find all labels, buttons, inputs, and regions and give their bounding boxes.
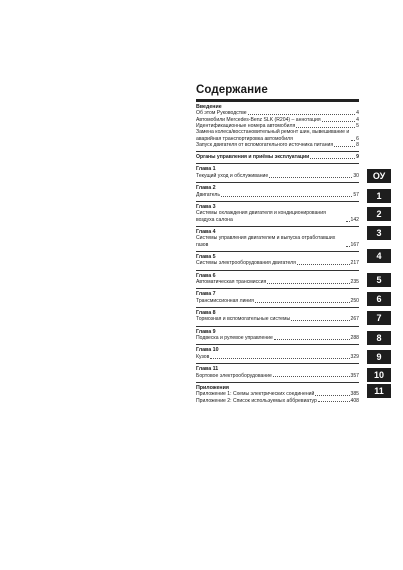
toc-entry-text: Запуск двигателя от вспомогательного источника питания [196,141,334,148]
section-heading: Глава 3 [196,203,216,210]
dot-leader [310,158,355,159]
toc-entry[interactable] [196,260,359,266]
toc-entry-page: 267 [350,316,359,323]
page-title: Содержание [196,84,268,96]
dot-leader [318,401,350,402]
dot-leader [269,177,352,178]
toc-entry-page: 329 [350,353,359,360]
toc-entry-page: 9 [356,154,359,161]
toc-entry-text: Кузов [196,353,210,360]
toc-entry[interactable] [196,316,359,322]
chapter-tab[interactable]: 10 [367,368,391,382]
section-intro [196,104,359,148]
toc-entry-text: Подвеска и рулевое управление [196,335,273,342]
toc-entry[interactable] [196,142,359,148]
toc-entry-text: Замена колеса/восстановительный ремонт шин, вывешивание и аварийная транспортировка автомобиля [196,129,350,142]
section-heading: Глава 4 [196,228,216,235]
chapter-tab[interactable]: ОУ [367,169,391,183]
section-chapter [196,204,359,223]
toc-entry[interactable] [196,154,359,160]
toc-entry-page: 30 [353,172,359,179]
title-rule [196,99,359,102]
section-heading: Глава 10 [196,347,219,354]
section-chapter [196,366,359,379]
toc-entry[interactable] [196,129,359,142]
dot-leader [351,140,355,141]
toc-entry-text: Системы электрооборудования двигателя [196,260,296,267]
toc-entry-page: 235 [350,279,359,285]
toc-entry-page: 6 [356,135,359,142]
toc-entry-page: 408 [350,397,359,404]
toc-entry[interactable] [196,279,359,285]
toc-entry[interactable] [196,354,359,360]
section-chapter [196,347,359,360]
section-divider [196,163,359,164]
chapter-tab[interactable]: 8 [367,331,391,345]
toc-entry-text: Органы управления и приёмы эксплуатации [196,154,310,161]
toc-entry[interactable] [196,210,359,223]
toc-entry[interactable] [196,398,359,404]
section-chapter [196,185,359,198]
toc-entry-text: Трансмиссионная линия [196,297,254,304]
toc-entry-page: 167 [350,241,359,248]
toc-entry-page: 4 [356,110,359,117]
section-divider [196,270,359,271]
dot-leader [297,264,350,265]
section-divider [196,251,359,252]
toc-entry-text: Приложение 2: Список используемых аббревиатур [196,397,317,404]
section-heading: Приложения [196,384,229,391]
section-heading: Глава 7 [196,291,216,298]
section-heading: Глава 11 [196,366,219,373]
dot-leader [273,376,350,377]
section-controls [196,154,359,160]
section-divider [196,363,359,364]
section-chapter [196,166,359,179]
toc-entry-text: Бортовое электрооборудование [196,372,272,379]
chapter-tab[interactable]: 7 [367,311,391,325]
section-chapter [196,291,359,304]
chapter-tab[interactable]: 5 [367,273,391,287]
toc-entry-text: Двигатель [196,191,221,198]
section-divider [196,151,359,152]
chapter-tab[interactable]: 2 [367,207,391,221]
section-heading: Глава 5 [196,253,216,260]
toc-entry-text: Текущий уход и обслуживание [196,172,269,179]
section-divider [196,344,359,345]
toc-entry-text: Системы охлаждения двигателя и кондиционирования воздуха салона [196,210,326,223]
toc-entry-page: 142 [350,216,359,223]
toc-entry-page: 385 [350,391,359,398]
section-chapter [196,329,359,342]
section-chapter [196,229,359,248]
section-divider [196,226,359,227]
section-divider [196,182,359,183]
section-divider [196,201,359,202]
section-divider [196,326,359,327]
toc-entry[interactable] [196,192,359,198]
toc-entry[interactable] [196,298,359,304]
chapter-tab[interactable]: 1 [367,189,391,203]
toc-entry-text: Идентификационные номера автомобиля [196,123,296,129]
section-chapter [196,254,359,267]
toc-entry[interactable] [196,335,359,341]
toc-entry-text: Автомобили Mercedes-Benz SLK (R204) – аннотация [196,116,321,123]
dot-leader [346,221,350,222]
dot-leader [267,283,349,284]
dot-leader [322,121,356,122]
toc-entry[interactable] [196,173,359,179]
section-heading: Глава 6 [196,272,216,279]
section-divider [196,288,359,289]
section-heading: Глава 1 [196,166,216,173]
section-divider [196,382,359,383]
section-heading: Глава 9 [196,328,216,335]
toc-entry-text: Тормозная и вспомогательные системы [196,316,291,323]
dot-leader [248,114,356,115]
toc-entry-page: 250 [350,297,359,304]
dot-leader [334,146,355,147]
dot-leader [346,246,350,247]
dot-leader [255,302,350,303]
dot-leader [274,339,350,340]
chapter-tab[interactable]: 6 [367,292,391,306]
toc-entry[interactable] [196,373,359,379]
dot-leader [315,395,349,396]
dot-leader [221,196,352,197]
section-chapter [196,273,359,286]
dot-leader [291,320,349,321]
section-heading: Введение [196,104,222,110]
section-divider [196,307,359,308]
table-of-contents [196,104,359,407]
toc-entry-page: 5 [356,123,359,129]
toc-entry-text: Системы управления двигателем и выпуска отработавших газов [196,235,336,248]
toc-entry-page: 357 [350,372,359,379]
chapter-tab[interactable]: 4 [367,249,391,263]
toc-entry-page: 288 [350,335,359,342]
toc-entry-page: 217 [350,260,359,267]
toc-entry-text: Приложение 1: Схемы электрических соединений [196,391,315,398]
dot-leader [210,358,349,359]
chapter-tab[interactable]: 11 [367,384,391,398]
toc-entry-text: Об этом Руководстве [196,110,247,117]
toc-entry-text: Автоматическая трансмиссия [196,279,267,285]
toc-entry[interactable] [196,235,359,248]
toc-entry-page: 4 [356,116,359,123]
toc-entry-page: 8 [356,141,359,148]
toc-entry-page: 57 [353,191,359,198]
dot-leader [296,127,355,128]
section-heading: Глава 2 [196,185,216,192]
section-heading: Глава 8 [196,310,216,316]
section-chapter [196,310,359,323]
chapter-tab[interactable]: 3 [367,226,391,240]
chapter-tab[interactable]: 9 [367,350,391,364]
section-chapter [196,385,359,404]
